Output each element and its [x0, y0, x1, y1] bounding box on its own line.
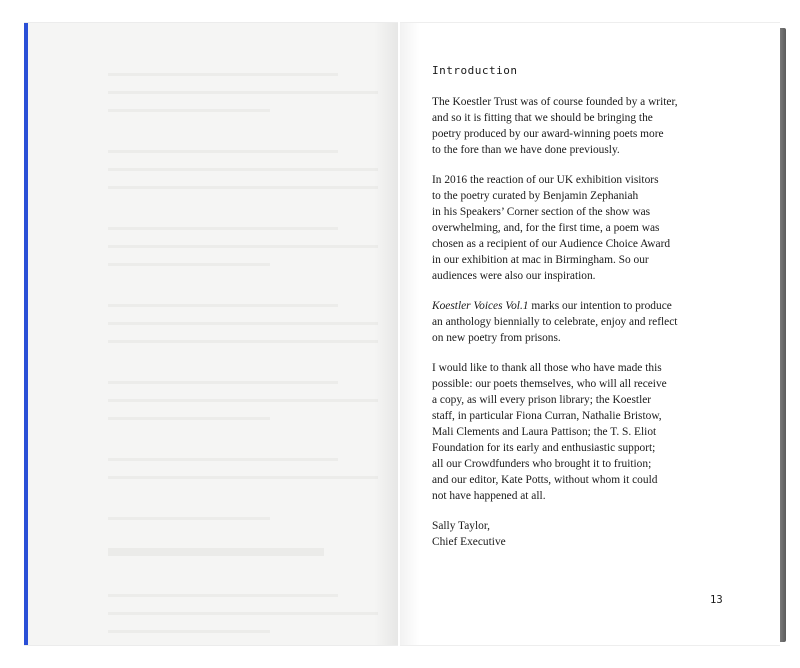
blue-spine-edge	[24, 23, 28, 645]
paragraph-3	[432, 298, 762, 346]
show-through-text	[108, 63, 378, 646]
left-page	[24, 22, 398, 646]
page-heading: Introduction	[432, 64, 518, 77]
right-page	[400, 22, 780, 646]
book-cover-edge	[780, 28, 786, 642]
paragraph-3-text: marks our intention to produce an anthology biennially to celebrate, enjoy and reflect on new poetry from prisons.	[432, 300, 678, 344]
signature-title: Chief Executive	[432, 536, 506, 548]
page-content	[432, 63, 762, 550]
signature-name: Sally Taylor,	[432, 520, 491, 532]
paragraph-1: The Koestler Trust was of course founded by a writer, and so it is fitting that we should be bringing the poetry produced by our award-winning poets more to the fore than we have done previously.	[432, 96, 678, 156]
paragraph-4: I would like to thank all those who have made this possible: our poets themselves, who will all receive a copy, as will every prison library; the Koestler staff, in particular Fiona Curran, Nathalie Bristow, Mali Clements and Laura Pattison; the T. S. Eliot Foundation for its early and enthusiastic support; all our Crowdfunders who brought it to fruition; and our editor, Kate Potts, without whom it could not have happened at all.	[432, 362, 667, 502]
paragraph-2: In 2016 the reaction of our UK exhibition visitors to the poetry curated by Benjamin Zephaniah in his Speakers’ Corner section of the show was overwhelming, and, for the first time, a poem was chosen as a recipient of our Audience Choice Award in our exhibition at mac in Birmingham. So our audiences were also our inspiration.	[432, 174, 671, 282]
gutter-shadow-left	[374, 23, 398, 645]
book-title: Koestler Voices Vol.1	[432, 300, 529, 312]
page-number: 13	[710, 594, 723, 606]
gutter-shadow-right	[400, 23, 420, 645]
